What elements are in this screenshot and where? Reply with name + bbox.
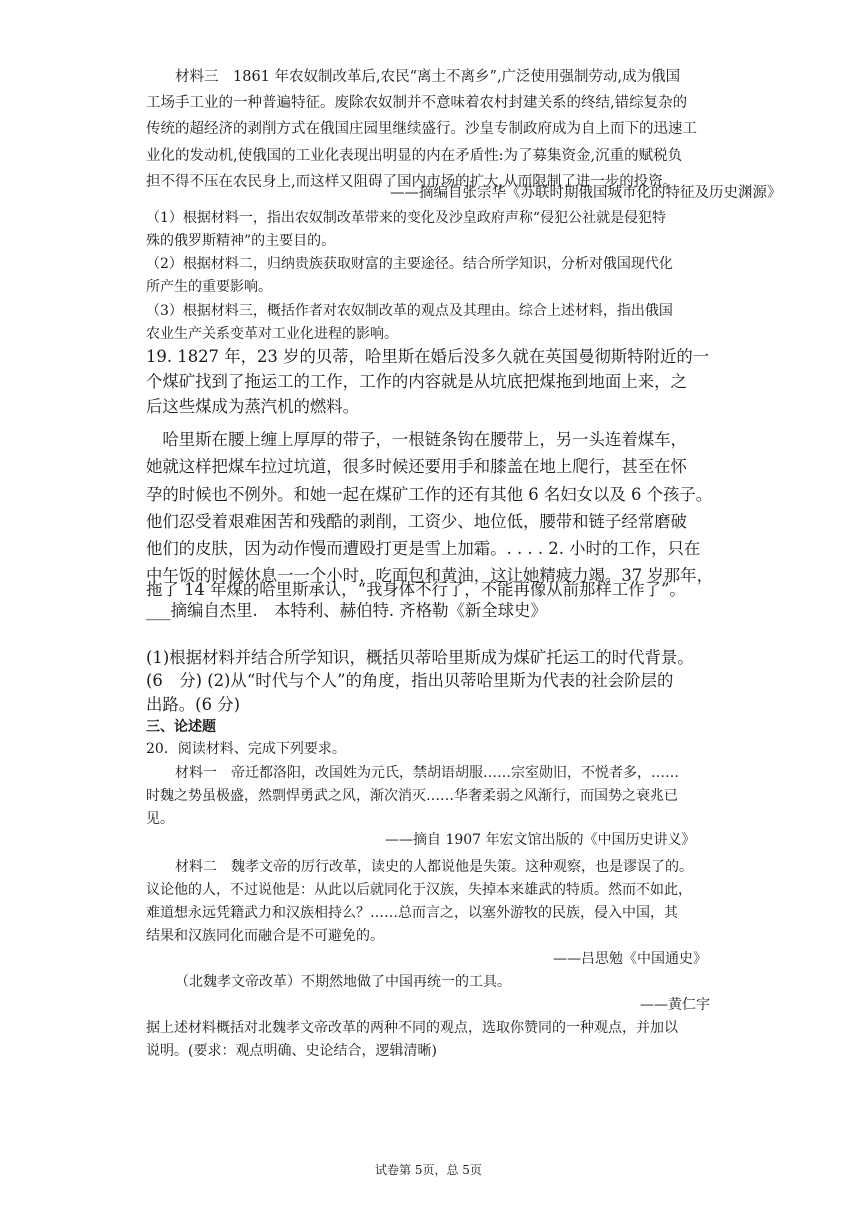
q20-task-line-1: 据上述材料概括对北魏孝文帝改革的两种不同的观点，选取你赞同的一种观点，并加以 — [146, 1020, 678, 1036]
q20-material2-line-4: 结果和汉族同化而融合是不可避免的。 — [146, 928, 384, 944]
q18-question-line-3: （2）根据材料二，归纳贵族获取财富的主要途径。结合所学知识，分析对俄国现代化 — [146, 256, 673, 272]
q19-line-6: 孕的时候也不例外。和她一起在煤矿工作的还有其他 6 名妇女以及 6 个孩子。 — [146, 485, 713, 504]
q20-material2-line-1: 材料二 魏孝文帝的厉行改革，读史的人都说他是失策。这种观察，也是谬误了的。 — [175, 859, 693, 875]
section-heading: 三、论述题 — [146, 719, 216, 735]
material3-source: ——摘编自张宗华《苏联时期俄国城市化的特征及历史渊源》 — [390, 185, 782, 201]
material3-line-2: 工场手工业的一种普遍特征。废除农奴制并不意味着农村封建关系的终结,错综复杂的 — [146, 95, 688, 111]
q20-material2-source: ——吕思勉《中国通史》 — [553, 951, 707, 967]
q20-material1-line-1: 材料一 帝迁都洛阳，改国姓为元氏，禁胡语胡服……宗室勋旧，不悦者多，…… — [175, 765, 679, 781]
q19-line-8: 他们的皮肤，因为动作慢而遭殴打更是雪上加霜。. . . . 2. 小时的工作，只在 — [146, 539, 701, 558]
q20-material1-line-2: 时魏之势虽极盛，然剽悍勇武之风，渐次消灭……华奢柔弱之风渐行，而国势之衰兆已 — [146, 788, 678, 804]
q18-question-line-4: 所产生的重要影响。 — [146, 279, 272, 295]
q18-question-line-5: （3）根据材料三，概括作者对农奴制改革的观点及其理由。综合上述材料，指出俄国 — [146, 303, 673, 319]
q19-line-1: 19. 1827 年，23 岁的贝蒂，哈里斯在婚后没多久就在英国曼彻斯特附近的一 — [146, 347, 710, 366]
q20-quote-source: ——黄仁宇 — [640, 997, 710, 1013]
q20-quote: （北魏孝文帝改革）不期然地做了中国再统一的工具。 — [175, 974, 511, 990]
q19-line-4: 哈里斯在腰上缠上厚厚的带子，一根链条钩在腰带上，另一头连着煤车， — [146, 430, 687, 449]
page-footer: 试卷第 5页，总 5页 — [375, 1163, 482, 1177]
q20-material2-line-2: 议论他的人，不过说他是：从此以后就同化于汉族，失掉本来雄武的特质。然而不如此， — [146, 882, 692, 898]
q19-line-10: 拖了 14 年煤的哈里斯承认，“我身体不行了，不能再像从前那样工作了”。 — [146, 580, 686, 599]
q19-line-3: 后这些煤成为蒸汽机的燃料。 — [146, 397, 360, 416]
q19-line-2: 个煤矿找到了拖运工的工作，工作的内容就是从坑底把煤拖到地面上来，之 — [146, 372, 687, 391]
q19-question-line-1: (1)根据材料并结合所学知识，概括贝蒂哈里斯成为煤矿托运工的时代背景。 — [146, 648, 694, 667]
q19-line-9: 中午饭的时候休息一一个小时，吃面包和黄油，这让她精疲力竭。37 岁那年， — [146, 566, 713, 585]
q19-question-line-3: 出路。(6 分) — [146, 695, 240, 714]
q20-material1-source: ——摘自 1907 年宏文馆出版的《中国历史讲义》 — [385, 832, 696, 848]
material3-line-1: 材料三 1861 年农奴制改革后,农民“离土不离乡”,广泛使用强制劳动,成为俄国 — [175, 69, 681, 85]
q18-question-line-6: 农业生产关系变革对工业化进程的影响。 — [146, 326, 398, 342]
q20-intro: 20．阅读材料、完成下列要求。 — [146, 741, 346, 757]
material3-line-3: 传统的超经济的剥削方式在俄国庄园里继续盛行。沙皇专制政府成为自上而下的迅速工 — [146, 121, 697, 137]
q19-source: ___摘编自杰里. 本特利、赫伯特. 齐格勒《新全球史》 — [146, 601, 547, 620]
q19-line-7: 他们忍受着艰难困苦和残酷的剥削，工资少、地位低，腰带和链子经常磨破 — [146, 512, 687, 531]
material3-line-5: 担不得不压在农民身上,而这样又阻碍了国内市场的扩大,从而限制了进一步的投资。 — [146, 174, 678, 190]
q18-question-line-2: 殊的俄罗斯精神”的主要目的。 — [146, 233, 336, 249]
q19-line-5: 她就这样把煤车拉过坑道，很多时候还要用手和膝盖在地上爬行，甚至在怀 — [146, 457, 687, 476]
q20-task-line-2: 说明。(要求：观点明确、史论结合，逻辑清晰) — [146, 1043, 437, 1059]
q18-question-line-1: （1）根据材料一，指出农奴制改革带来的变化及沙皇政府声称“侵犯公社就是侵犯特 — [146, 210, 667, 226]
material3-line-4: 业化的发动机,使俄国的工业化表现出明显的内在矛盾性:为了募集资金,沉重的赋税负 — [146, 148, 683, 164]
q20-material1-line-3: 见。 — [146, 811, 174, 827]
q20-material2-line-3: 难道想永远凭籍武力和汉族相持么？……总而言之，以塞外游牧的民族，侵入中国，其 — [146, 905, 678, 921]
q19-question-line-2: (6 分) (2)从“时代与个人”的角度，指出贝蒂哈里斯为代表的社会阶层的 — [146, 671, 674, 690]
